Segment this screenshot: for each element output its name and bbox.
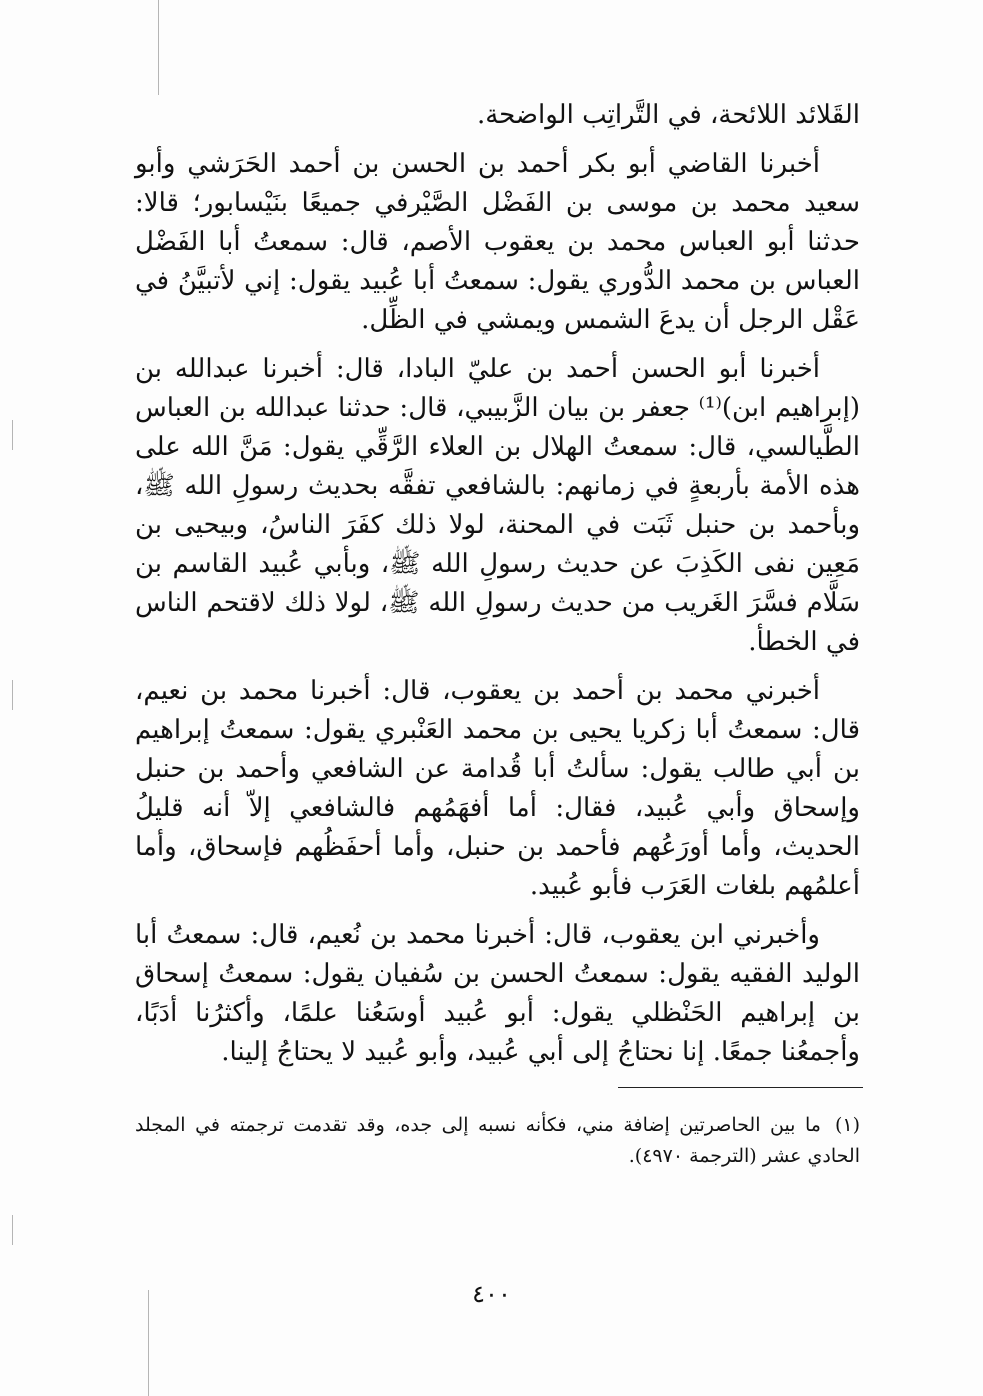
paragraph-4: وأخبرني ابن يعقوب، قال: أخبرنا محمد بن نُعيم، قال: سمعتُ أبا الوليد الفقيه يقول: سمعتُ الحسن بن سُفيان يقول: سمعتُ إسحاق بن إبراهيم الحَنْظلي يقول: أبو عُبيد أوسَعُنا علمًا، وأكثرُنا أدَبًا، وأجمعُنا جمعًا. إنا نحتاجُ إلى أبي عُبيد، وأبو عُبيد لا يحتاجُ إلينا.	[135, 920, 860, 1067]
scan-edge-mark	[12, 1215, 13, 1245]
main-text	[135, 96, 860, 1072]
page-number: ٤٠٠	[472, 1280, 511, 1308]
footnote-number: (١)	[834, 1114, 860, 1136]
paragraph-1: أخبرنا القاضي أبو بكر أحمد بن الحسن بن أحمد الحَرَشي وأبو سعيد محمد بن موسى بن الفَضْل الصَّيْرفي جميعًا بنَيْسابور؛ قالا: حدثنا أبو العباس محمد بن يعقوب الأصم، قال: سمعتُ أبا الفَضْل العباس بن محمد الدُّوري يقول: سمعتُ أبا عُبيد يقول: إني لأتبيَّنُ في عَقْل الرجل أن يدعَ الشمس ويمشي في الظِّل.	[135, 149, 860, 335]
scan-edge-mark	[12, 680, 13, 710]
footnote-text: ما بين الحاصرتين إضافة مني، فكأنه نسبه إلى جده، وقد تقدمت ترجمته في المجلد الحادي عشر (الترجمة ٤٩٧٠).	[135, 1114, 860, 1167]
header-line: القَلائد اللائحة، في التَّراتِب الواضحة.	[476, 100, 860, 130]
footnote	[135, 1110, 860, 1172]
scan-edge-mark	[158, 0, 159, 95]
paragraph-3: أخبرني محمد بن أحمد بن يعقوب، قال: أخبرنا محمد بن نعيم، قال: سمعتُ أبا زكريا يحيى بن محمد العَنْبري يقول: سمعتُ إبراهيم بن أبي طالب يقول: سألتُ أبا قُدامة عن الشافعي وأحمد بن حنبل وإسحاق وأبي عُبيد، فقال: أما أفهَمُهم فالشافعي إلاّ أنه قليلُ الحديث، وأما أورَعُهم فأحمد بن حنبل، وأما أحفَظُهم فإسحاق، وأما أعلمُهم بلغات العَرَب فأبو عُبيد.	[135, 676, 860, 901]
footnote-divider	[618, 1087, 863, 1088]
scan-edge-mark	[12, 420, 13, 450]
paragraph-2: أخبرنا أبو الحسن أحمد بن عليّ البادا، قال: أخبرنا عبدالله بن (إبراهيم ابن)⁽¹⁾ جعفر بن بيان الزَّبيبي، قال: حدثنا عبدالله بن العباس الطَّيالسي، قال: سمعتُ الهلال بن العلاء الرَّقِّي يقول: مَنَّ الله على هذه الأمة بأربعةٍ في زمانهم: بالشافعي تفقَّه بحديث رسولِ الله ﷺ، وبأحمد بن حنبل ثَبَت في المحنة، لولا ذلك كفَرَ الناسُ، وبيحيى بن مَعِين نفى الكَذِبَ عن حديث رسولِ الله ﷺ، وبأبي عُبيد القاسم بن سَلَّام فسَّرَ الغَريب من حديث رسولِ الله ﷺ، لولا ذلك لاقتحم الناس في الخطأ.	[135, 354, 860, 657]
